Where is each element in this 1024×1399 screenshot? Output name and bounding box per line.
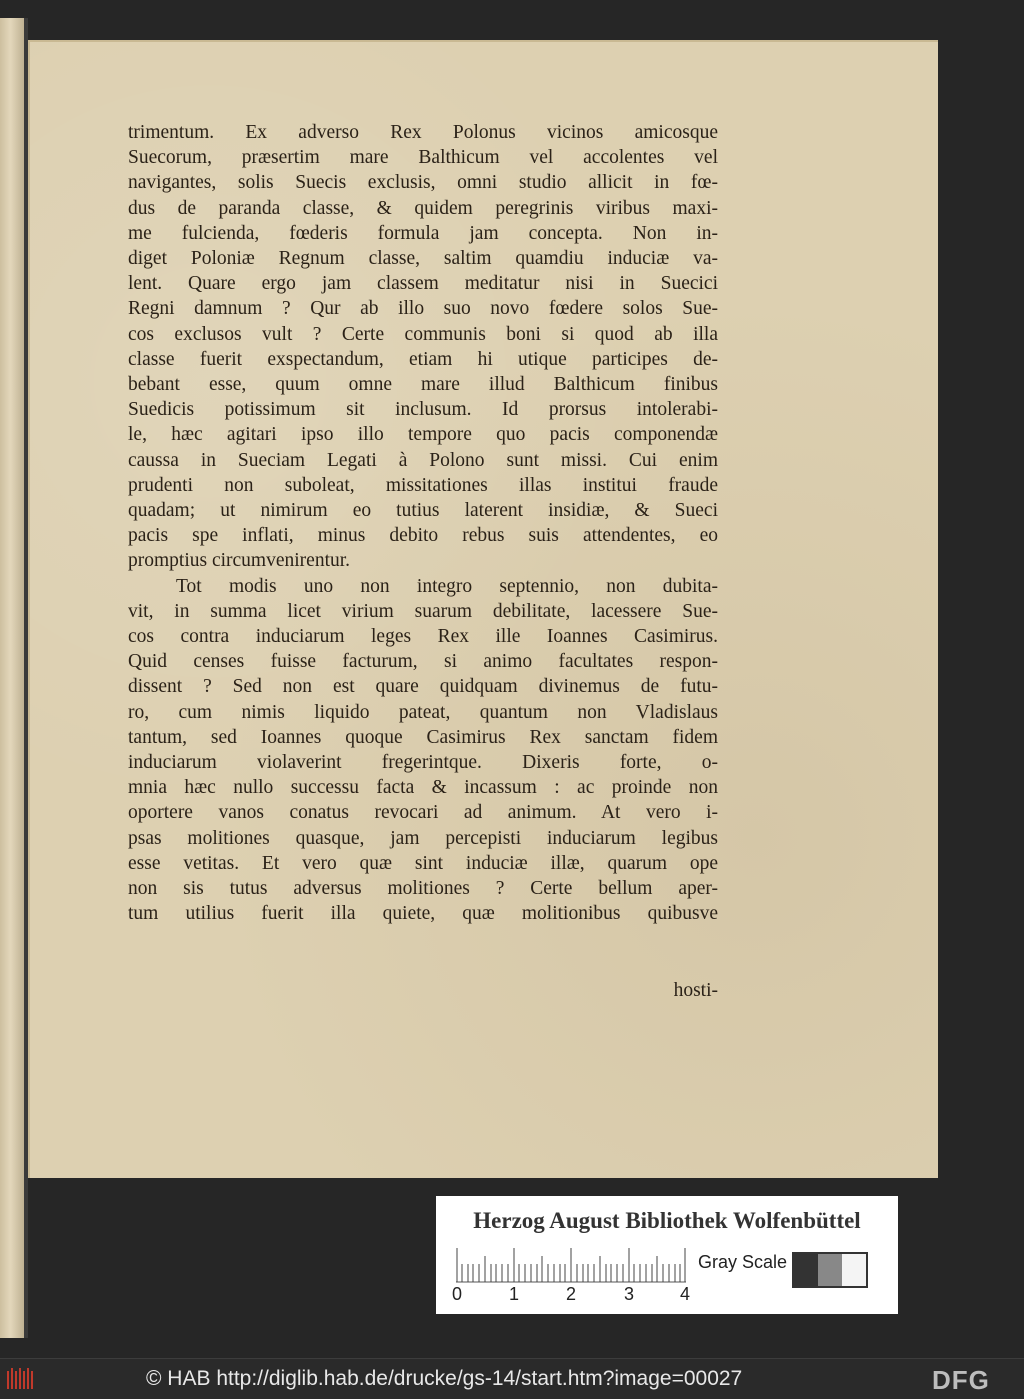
text-line: cos contra induciarum leges Rex ille Ioannes Casimirus. xyxy=(128,626,718,648)
text-line: mnia hæc nullo successu facta & incassum : ac proinde non xyxy=(128,777,718,799)
ruler-number: 4 xyxy=(680,1284,691,1304)
ruler-number: 0 xyxy=(452,1284,463,1304)
text-line: cos exclusos vult ? Certe communis boni si quod ab illa xyxy=(128,323,718,345)
scale-ruler xyxy=(456,1246,686,1286)
text-line: bebant esse, quum omne mare illud Balthicum finibus xyxy=(128,374,718,396)
text-line: quadam; ut nimirum eo tutius laterent insidiæ, & Sueci xyxy=(128,500,718,522)
copyright-url[interactable]: © HAB http://diglib.hab.de/drucke/gs-14/start.htm?image=00027 xyxy=(146,1367,743,1390)
text-line: vit, in summa licet virium suarum debilitate, lacessere Sue- xyxy=(128,600,718,622)
text-line: promptius circumvenirentur. xyxy=(128,550,351,572)
text-line: non sis tutus adversus molitiones ? Certe bellum aper- xyxy=(128,878,718,900)
library-label-card xyxy=(436,1196,898,1314)
text-line: caussa in Sueciam Legati à Polono sunt missi. Cui enim xyxy=(128,449,718,471)
book-page xyxy=(28,40,938,1178)
viewer-footer xyxy=(0,1358,1024,1399)
grayscale-label: Gray Scale xyxy=(698,1252,788,1272)
text-line: tantum, sed Ioannes quoque Casimirus Rex sanctam fidem xyxy=(128,726,718,748)
catchword: hosti- xyxy=(673,980,718,1001)
dfg-logo: DFG xyxy=(932,1365,990,1395)
previous-page-edge xyxy=(0,18,26,1338)
swatch-dark xyxy=(794,1254,818,1286)
page-text xyxy=(128,120,718,927)
text-line: oportere vanos conatus revocari ad animum. At vero i- xyxy=(128,802,718,824)
library-name: Herzog August Bibliothek Wolfenbüttel xyxy=(473,1208,861,1233)
text-line: Tot modis uno non integro septennio, non dubita- xyxy=(176,575,718,597)
text-line: Suedicis potissimum sit inclusum. Id prorsus intolerabi- xyxy=(128,399,718,421)
text-line: dus de paranda classe, & quidem peregrinis viribus maxi- xyxy=(128,197,718,219)
text-line: Suecorum, præsertim mare Balthicum vel accolentes vel xyxy=(128,147,718,169)
text-line: ro, cum nimis liquido pateat, quantum non Vladislaus xyxy=(128,701,718,723)
swatch-mid xyxy=(818,1254,842,1286)
text-line: dissent ? Sed non est quare quidquam divinemus de futu- xyxy=(128,676,718,698)
text-line: lent. Quare ergo jam classem meditatur nisi in Suecici xyxy=(128,273,718,295)
text-line: le, hæc agitari ipso illo tempore quo pacis componendæ xyxy=(128,424,718,446)
grayscale-swatches xyxy=(792,1252,868,1288)
swatch-light xyxy=(842,1254,866,1286)
text-line: trimentum. Ex adverso Rex Polonus vicinos amicosque xyxy=(128,122,718,143)
text-line: induciarum violaverint fregerintque. Dixeris forte, o- xyxy=(128,752,718,774)
ruler-number: 3 xyxy=(624,1284,635,1304)
text-line: prudenti non suboleat, missitationes illas institui fraude xyxy=(128,474,718,496)
text-line: me fulcienda, fœderis formula jam concepta. Non in- xyxy=(128,222,718,244)
text-line: diget Poloniæ Regnum classe, saltim quamdiu induciæ va- xyxy=(128,248,718,270)
hab-logo-icon xyxy=(6,1365,36,1393)
text-line: pacis spe inflati, minus debito rebus suis attendentes, eo xyxy=(128,525,718,547)
text-line: Quid censes fuisse facturum, si animo facultates respon- xyxy=(128,651,718,673)
ruler-number: 2 xyxy=(566,1284,577,1304)
text-line: psas molitiones quasque, jam percepisti induciarum legibus xyxy=(128,827,718,849)
ruler-number: 1 xyxy=(509,1284,520,1304)
text-line: Regni damnum ? Qur ab illo suo novo fœdere solos Sue- xyxy=(128,298,718,320)
text-line: tum utilius fuerit illa quiete, quæ molitionibus quibusve xyxy=(128,903,718,925)
text-line: classe fuerit exspectandum, etiam hi utique participes de- xyxy=(128,348,718,370)
text-line: esse vetitas. Et vero quæ sint induciæ illæ, quarum ope xyxy=(128,852,718,874)
text-line: navigantes, solis Suecis exclusis, omni studio allicit in fœ- xyxy=(128,172,718,194)
